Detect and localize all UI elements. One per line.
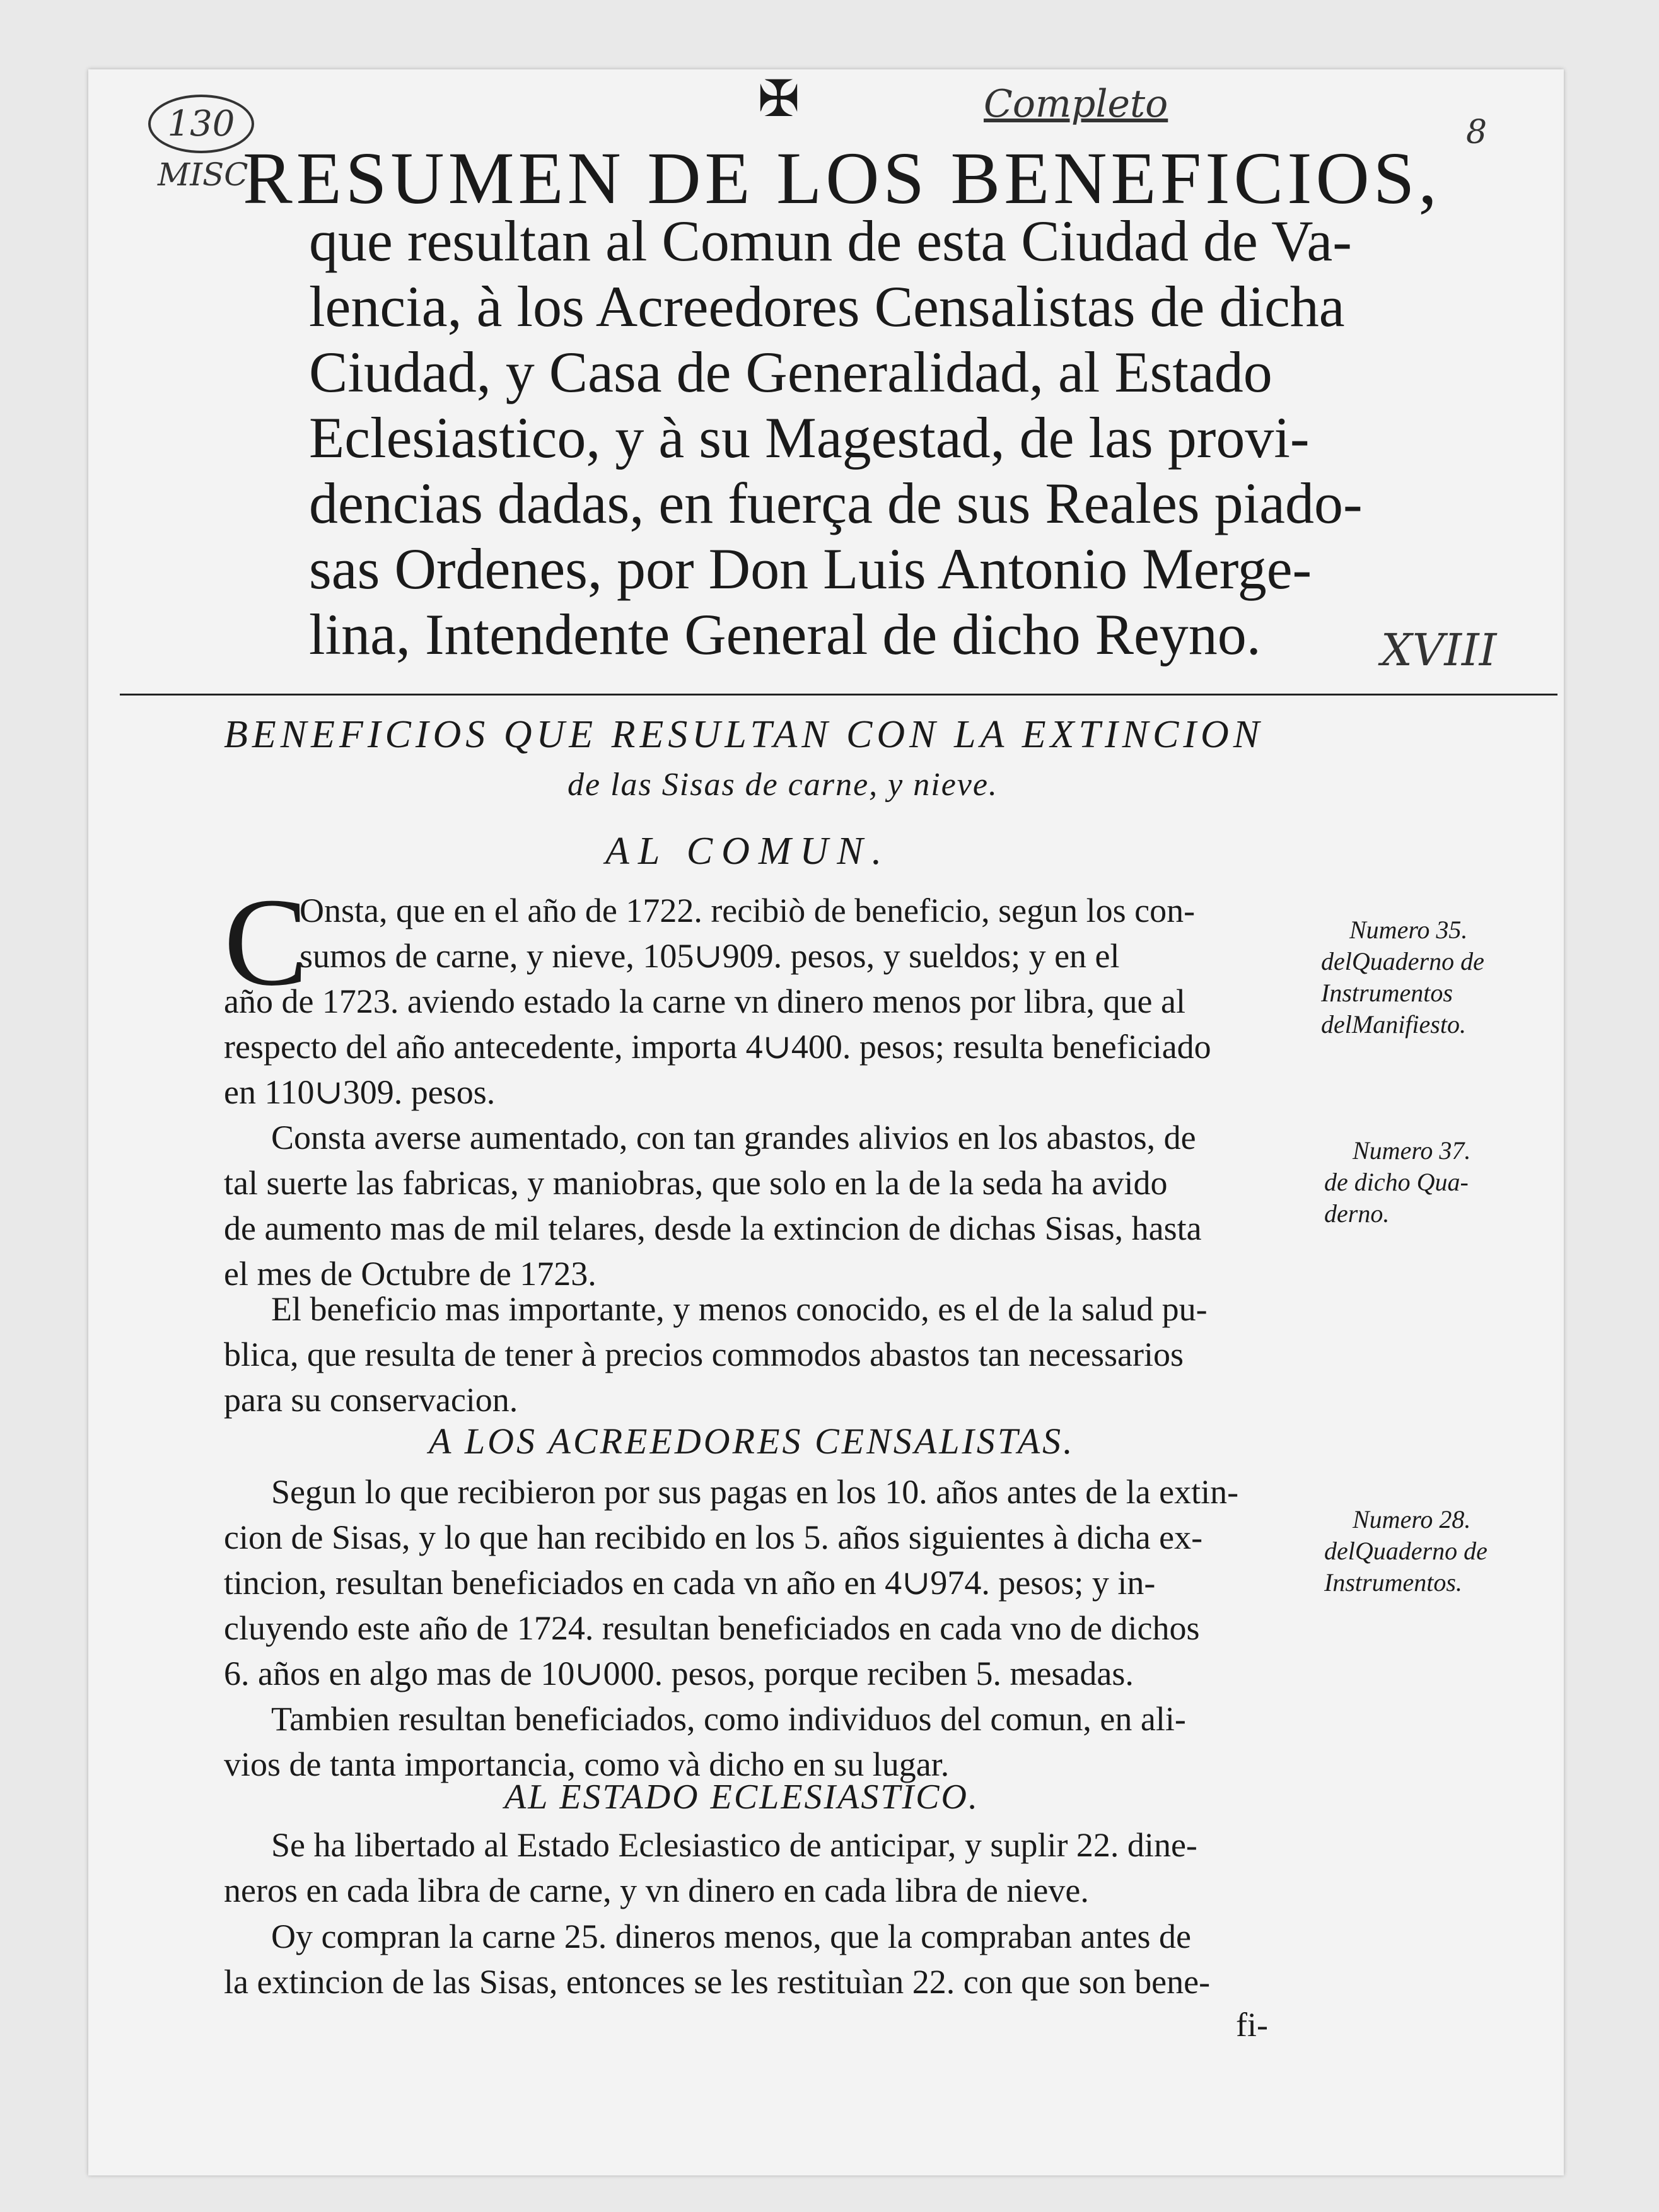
note-line: Numero 28. — [1353, 1505, 1471, 1534]
comun-paragraph-1 — [224, 873, 1315, 1115]
note-line: Instrumentos — [1321, 979, 1453, 1007]
note-line: delQuaderno de — [1324, 1537, 1487, 1565]
comun-paragraph-2 — [224, 1115, 1202, 1296]
text-line: respecto del año antecedente, importa 4∪400. pesos; resulta beneficiado — [224, 1028, 1211, 1066]
title-line: Eclesiastico, y à su Magestad, de las provi- — [309, 405, 1310, 470]
heading-al-comun: AL COMUN. — [605, 830, 891, 873]
text-line: 6. años en algo mas de 10∪000. pesos, porque reciben 5. mesadas. — [224, 1655, 1134, 1692]
text-line: para su conservacion. — [224, 1381, 518, 1419]
heading-estado-eclesiastico: AL ESTADO ECLESIASTICO. — [504, 1778, 979, 1817]
text-line: Segun lo que recibieron por sus pagas en los 10. años antes de la extin- — [271, 1473, 1239, 1511]
comun-paragraph-3 — [224, 1286, 1208, 1423]
text-line: Consta averse aumentado, con tan grandes alivios en los abastos, de — [271, 1119, 1196, 1156]
margin-note — [1324, 1135, 1470, 1230]
roman-numeral-annotation: XVIII — [1381, 624, 1497, 676]
text-line: sumos de carne, y nieve, 105∪909. pesos, y sueldos; y en el — [300, 937, 1120, 975]
note-line: Numero 37. — [1353, 1136, 1471, 1165]
completo-annotation: Completo — [984, 82, 1168, 126]
note-line: delManifiesto. — [1321, 1010, 1466, 1039]
text-line: cion de Sisas, y lo que han recibido en los 5. años siguientes à dicha ex- — [224, 1518, 1203, 1556]
text-line: Onsta, que en el año de 1722. recibiò de beneficio, segun los con- — [300, 892, 1196, 929]
title-line-1: RESUMEN DE LOS BENEFICIOS, — [243, 137, 1441, 219]
text-line: cluyendo este año de 1724. resultan beneficiados en cada vno de dichos — [224, 1609, 1200, 1647]
text-line: en 110∪309. pesos. — [224, 1073, 496, 1111]
title-line: que resultan al Comun de esta Ciudad de Va- — [309, 209, 1352, 273]
margin-abbreviation: MISC — [158, 156, 248, 193]
note-line: Instrumentos. — [1324, 1568, 1462, 1597]
text-line: Oy compran la carne 25. dineros menos, que la compraban antes de — [271, 1918, 1191, 1955]
text-line: Se ha libertado al Estado Eclesiastico de anticipar, y suplir 22. dine- — [271, 1826, 1197, 1864]
drop-cap: C — [224, 873, 308, 1012]
text-line: El beneficio mas importante, y menos conocido, es el de la salud pu- — [271, 1290, 1208, 1328]
text-line: tal suerte las fabricas, y maniobras, que solo en la de la seda ha avido — [224, 1164, 1168, 1202]
catchword: fi- — [1236, 2006, 1268, 2044]
estado-paragraph-2 — [224, 1914, 1210, 2005]
title-line: Ciudad, y Casa de Generalidad, al Estado — [309, 340, 1272, 404]
margin-note — [1324, 1504, 1487, 1598]
title-line: dencias dadas, en fuerça de sus Reales piado- — [309, 471, 1363, 535]
note-line: de dicho Qua- — [1324, 1168, 1469, 1196]
title-continuation — [309, 208, 1363, 667]
title-line: lencia, à los Acreedores Censalistas de dicha — [309, 274, 1345, 339]
text-line: de aumento mas de mil telares, desde la extincion de dichas Sisas, hasta — [224, 1209, 1202, 1247]
text-line: tincion, resultan beneficiados en cada vn año en 4∪974. pesos; y in- — [224, 1564, 1156, 1602]
maltese-cross-icon: ✠ — [757, 72, 800, 127]
text-line: blica, que resulta de tener à precios commodos abastos tan necessarios — [224, 1336, 1184, 1373]
heading-acreedores: A LOS ACREEDORES CENSALISTAS. — [429, 1421, 1075, 1462]
divider-rule — [120, 694, 1557, 696]
margin-note — [1321, 914, 1484, 1040]
text-line: vios de tanta importancia, como và dicho en su lugar. — [224, 1745, 950, 1783]
note-line: delQuaderno de — [1321, 947, 1484, 975]
text-line: año de 1723. aviendo estado la carne vn dinero menos por libra, que al — [224, 982, 1185, 1020]
text-line: neros en cada libra de carne, y vn dinero en cada libra de nieve. — [224, 1871, 1089, 1909]
text-line: Tambien resultan beneficiados, como individuos del comun, en ali- — [271, 1700, 1186, 1738]
note-line: Numero 35. — [1349, 916, 1468, 944]
text-line: la extincion de las Sisas, entonces se les restituìan 22. con que son bene- — [224, 1963, 1211, 2001]
circled-folio-number: 130 — [148, 95, 254, 153]
title-line: sas Ordenes, por Don Luis Antonio Merge- — [309, 537, 1312, 601]
page-number: 8 — [1466, 114, 1487, 151]
title-line: lina, Intendente General de dicho Reyno. — [309, 602, 1261, 667]
section-subheading: de las Sisas de carne, y nieve. — [568, 767, 998, 803]
note-line: derno. — [1324, 1199, 1390, 1228]
acreedores-paragraph-2 — [224, 1696, 1186, 1787]
text-line: el mes de Octubre de 1723. — [224, 1255, 597, 1293]
estado-paragraph-1 — [224, 1822, 1197, 1913]
acreedores-paragraph-1 — [224, 1469, 1238, 1696]
section-heading: BENEFICIOS QUE RESULTAN CON LA EXTINCION — [224, 713, 1264, 756]
